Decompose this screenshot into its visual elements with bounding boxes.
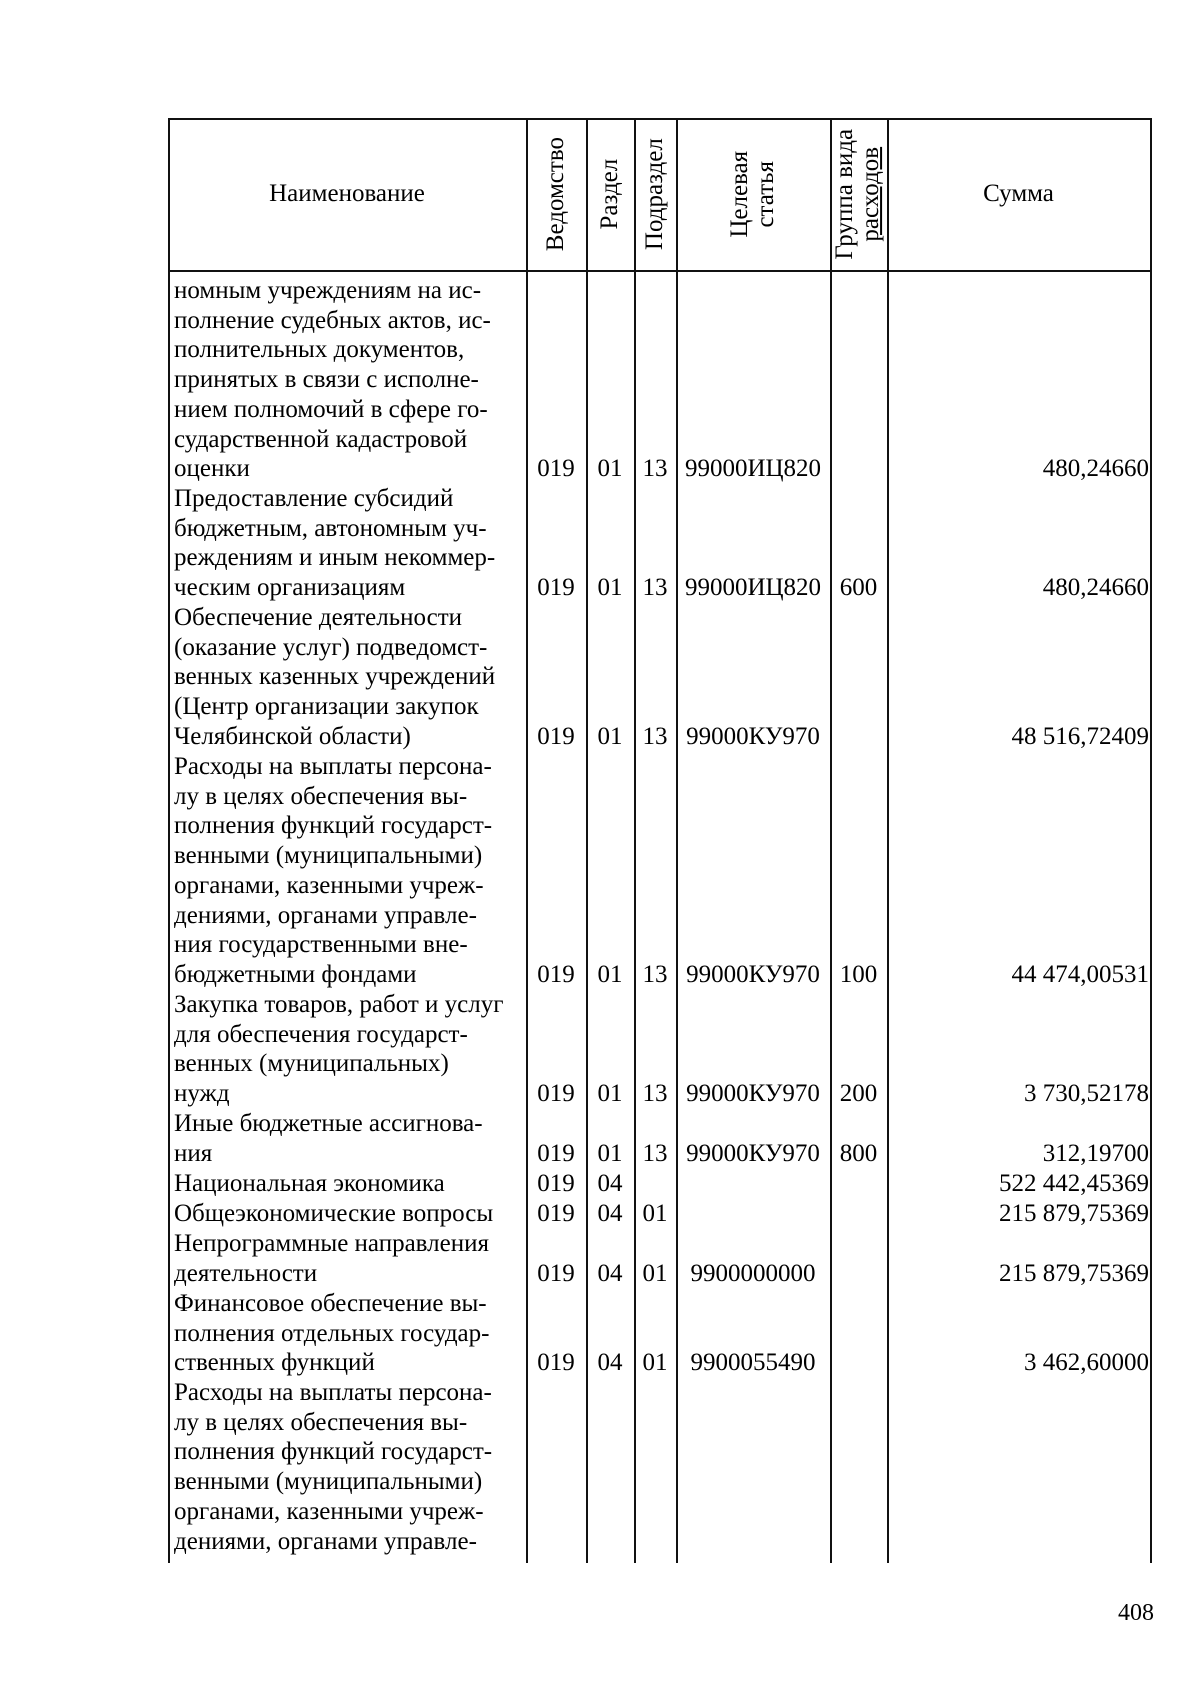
table-row: Обеспечение деятельности (оказание услуг) подведомст- венных казенных учреждений (Центр организации закупок Челябинской области) 019 01 13 99000КУ970 48 516,72409 <box>174 604 1149 750</box>
table-row: Предоставление субсидий бюджетным, автономным уч- реждениям и иным некоммер- ческим организациям 019 01 13 99000ИЦ820 600 480,24660 <box>174 485 1149 602</box>
table-row: Иные бюджетные ассигнова- ния 019 01 13 99000КУ970 800 312,19700 <box>174 1110 1149 1167</box>
table-row: Расходы на выплаты персона- лу в целях обеспечения вы- полнения функций государст- венными (муниципальными) органами, казенными учреж- дениями, органами управле- <box>174 1379 493 1555</box>
header-tselevaya-statya: Целевая статья <box>725 150 779 238</box>
page-number: 408 <box>1118 1600 1154 1626</box>
table-row: Финансовое обеспечение вы- полнения отдельных государ- ственных функций 019 04 01 9900055490 3 462,60000 <box>174 1290 1149 1377</box>
header-summa: Сумма <box>983 179 1054 207</box>
table-row: Общеэкономические вопросы 019 04 01 215 879,75369 <box>174 1200 1149 1227</box>
table-row: Закупка товаров, работ и услуг для обеспечения государст- венных (муниципальных) нужд 019 01 13 99000КУ970 200 3 730,52178 <box>174 991 1149 1108</box>
table-row: Непрограммные направления деятельности 019 04 01 9900000000 215 879,75369 <box>174 1230 1149 1287</box>
header-vedomstvo: Ведомство <box>541 136 569 252</box>
header-name: Наименование <box>269 179 425 207</box>
header-podrazdel: Подраздел <box>640 138 668 250</box>
budget-table <box>168 118 1151 1563</box>
table-row: Расходы на выплаты персона- лу в целях обеспечения вы- полнения функций государст- венными (муниципальными) органами, казенными учреж- дениями, органами управле- ния государственными вне- бюджетными фондами 019 01 13 99000КУ970 100 44 474,00531 <box>174 753 1149 988</box>
table-row: номным учреждениям на ис- полнение судебных актов, ис- полнительных документов, принятых в связи с исполне- нием полномочий в сфере го- сударственной кадастровой оценки 019 01 13 99000ИЦ820 480,24660 <box>174 277 1149 483</box>
table-row: Национальная экономика 019 04 522 442,45369 <box>174 1170 1149 1197</box>
header-gruppa-vida-raskhodov: Группа вида расходов <box>831 128 885 260</box>
header-bottom-border <box>168 270 1151 272</box>
header-razdel: Раздел <box>595 158 623 230</box>
